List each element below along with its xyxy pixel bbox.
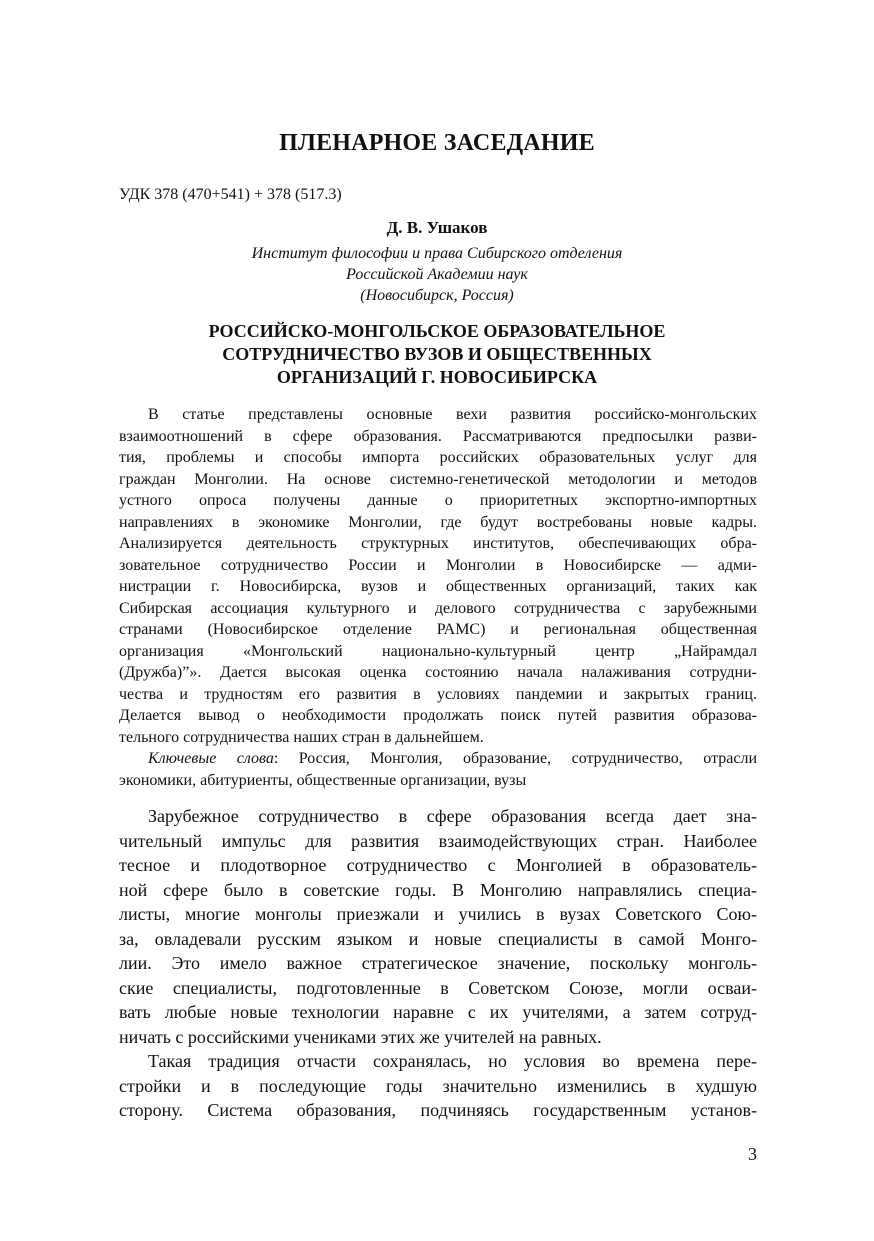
section-title: ПЛЕНАРНОЕ ЗАСЕДАНИЕ — [279, 130, 595, 156]
body-line: Зарубежное сотрудничество в сфере образования всегда дает зна- — [148, 806, 757, 826]
abstract-line: Сибирская ассоциация культурного и делового сотрудничества с зарубежными — [119, 599, 757, 617]
abstract-line: Анализируется деятельность структурных институтов, обеспечивающих обра- — [119, 535, 757, 552]
keywords-text: : Россия, Монголия, образование, сотрудничество, отрасли — [273, 750, 758, 767]
udk-code: УДК 378 (470+541) + 378 (517.3) — [119, 186, 342, 203]
abstract-line: граждан Монголии. На основе системно-генетической методологии и методов — [119, 470, 757, 488]
abstract-line: В статье представлены основные вехи развития российско-монгольских — [148, 406, 757, 423]
abstract-line: тельного сотрудничества наших стран в дальнейшем. — [119, 728, 484, 746]
body-line: Такая традиция отчасти сохранялась, но условия во времена пере- — [148, 1051, 757, 1071]
body-line: чительный импульс для развития взаимодействующих стран. Наиболее — [119, 830, 757, 851]
article-title-line: РОССИЙСКО-МОНГОЛЬСКОЕ ОБРАЗОВАТЕЛЬНОЕ — [208, 321, 666, 341]
keywords-label: Ключевые слова — [148, 750, 274, 767]
keywords-line — [119, 748, 757, 770]
abstract-line: зовательное сотрудничество России и Монголии в Новосибирске — адми- — [119, 556, 757, 574]
abstract-line: чества и трудностям его развития в условиях пандемии и закрытых границ. — [119, 685, 757, 703]
body-line: сторону. Система образования, подчиняясь государственным установ- — [119, 1100, 757, 1120]
body-line: лии. Это имело важное стратегическое значение, поскольку монголь- — [119, 953, 757, 973]
abstract-line: тия, проблемы и способы импорта российских образовательных услуг для — [119, 449, 757, 466]
article-title-line: ОРГАНИЗАЦИЙ Г. НОВОСИБИРСКА — [276, 367, 598, 387]
author-name: Д. В. Ушаков — [386, 218, 488, 237]
article-title — [0, 320, 874, 389]
body-text — [119, 804, 757, 1123]
author-affiliation — [0, 243, 874, 306]
abstract-line: нистрации г. Новосибирска, вузов и общественных организаций, таких как — [119, 578, 757, 595]
body-line: ной сфере было в советские годы. В Монголию направлялись специа- — [119, 879, 757, 900]
body-line: за, овладевали русским языком и новые специалисты в самой Монго- — [119, 928, 757, 949]
affiliation-line: Российской Академии наук — [346, 266, 528, 283]
abstract-line: направлениях в экономике Монголии, где будут востребованы новые кадры. — [119, 513, 757, 531]
article-title-line: СОТРУДНИЧЕСТВО ВУЗОВ И ОБЩЕСТВЕННЫХ — [222, 344, 652, 364]
abstract-line: взаимоотношений в сфере образования. Рассматриваются предпосылки разви- — [119, 427, 757, 445]
abstract — [119, 404, 757, 791]
affiliation-line: (Новосибирск, Россия) — [360, 287, 514, 304]
body-line: ские специалисты, подготовленные в Советском Союзе, могли осваи- — [119, 977, 757, 998]
body-line: ничать с российскими учениками этих же учителей на равных. — [119, 1026, 602, 1047]
abstract-line: организация «Монгольский национально-культурный центр „Найрамдал — [119, 642, 757, 660]
page-number: 3 — [748, 1144, 757, 1164]
abstract-line: (Дружба)”». Дается высокая оценка состоянию начала налаживания сотрудни- — [119, 664, 757, 681]
body-line: вать любые новые технологии наравне с их учителями, а затем сотруд- — [119, 1002, 757, 1022]
keywords-line: экономики, абитуриенты, общественные организации, вузы — [119, 771, 527, 789]
abstract-line: странами (Новосибирское отделение РАМС) и региональная общественная — [119, 621, 757, 638]
abstract-line: устного опроса получены данные о приоритетных экспортно-импортных — [119, 492, 757, 509]
body-line: тесное и плодотворное сотрудничество с Монголией в образователь- — [119, 855, 757, 875]
abstract-line: Делается вывод о необходимости продолжать поиск путей развития образова- — [119, 707, 757, 724]
body-line: стройки и в последующие годы значительно изменились в худшую — [119, 1075, 757, 1096]
body-line: листы, многие монголы приезжали и учились в вузах Советского Сою- — [119, 904, 757, 924]
affiliation-line: Институт философии и права Сибирского отделения — [251, 245, 623, 262]
